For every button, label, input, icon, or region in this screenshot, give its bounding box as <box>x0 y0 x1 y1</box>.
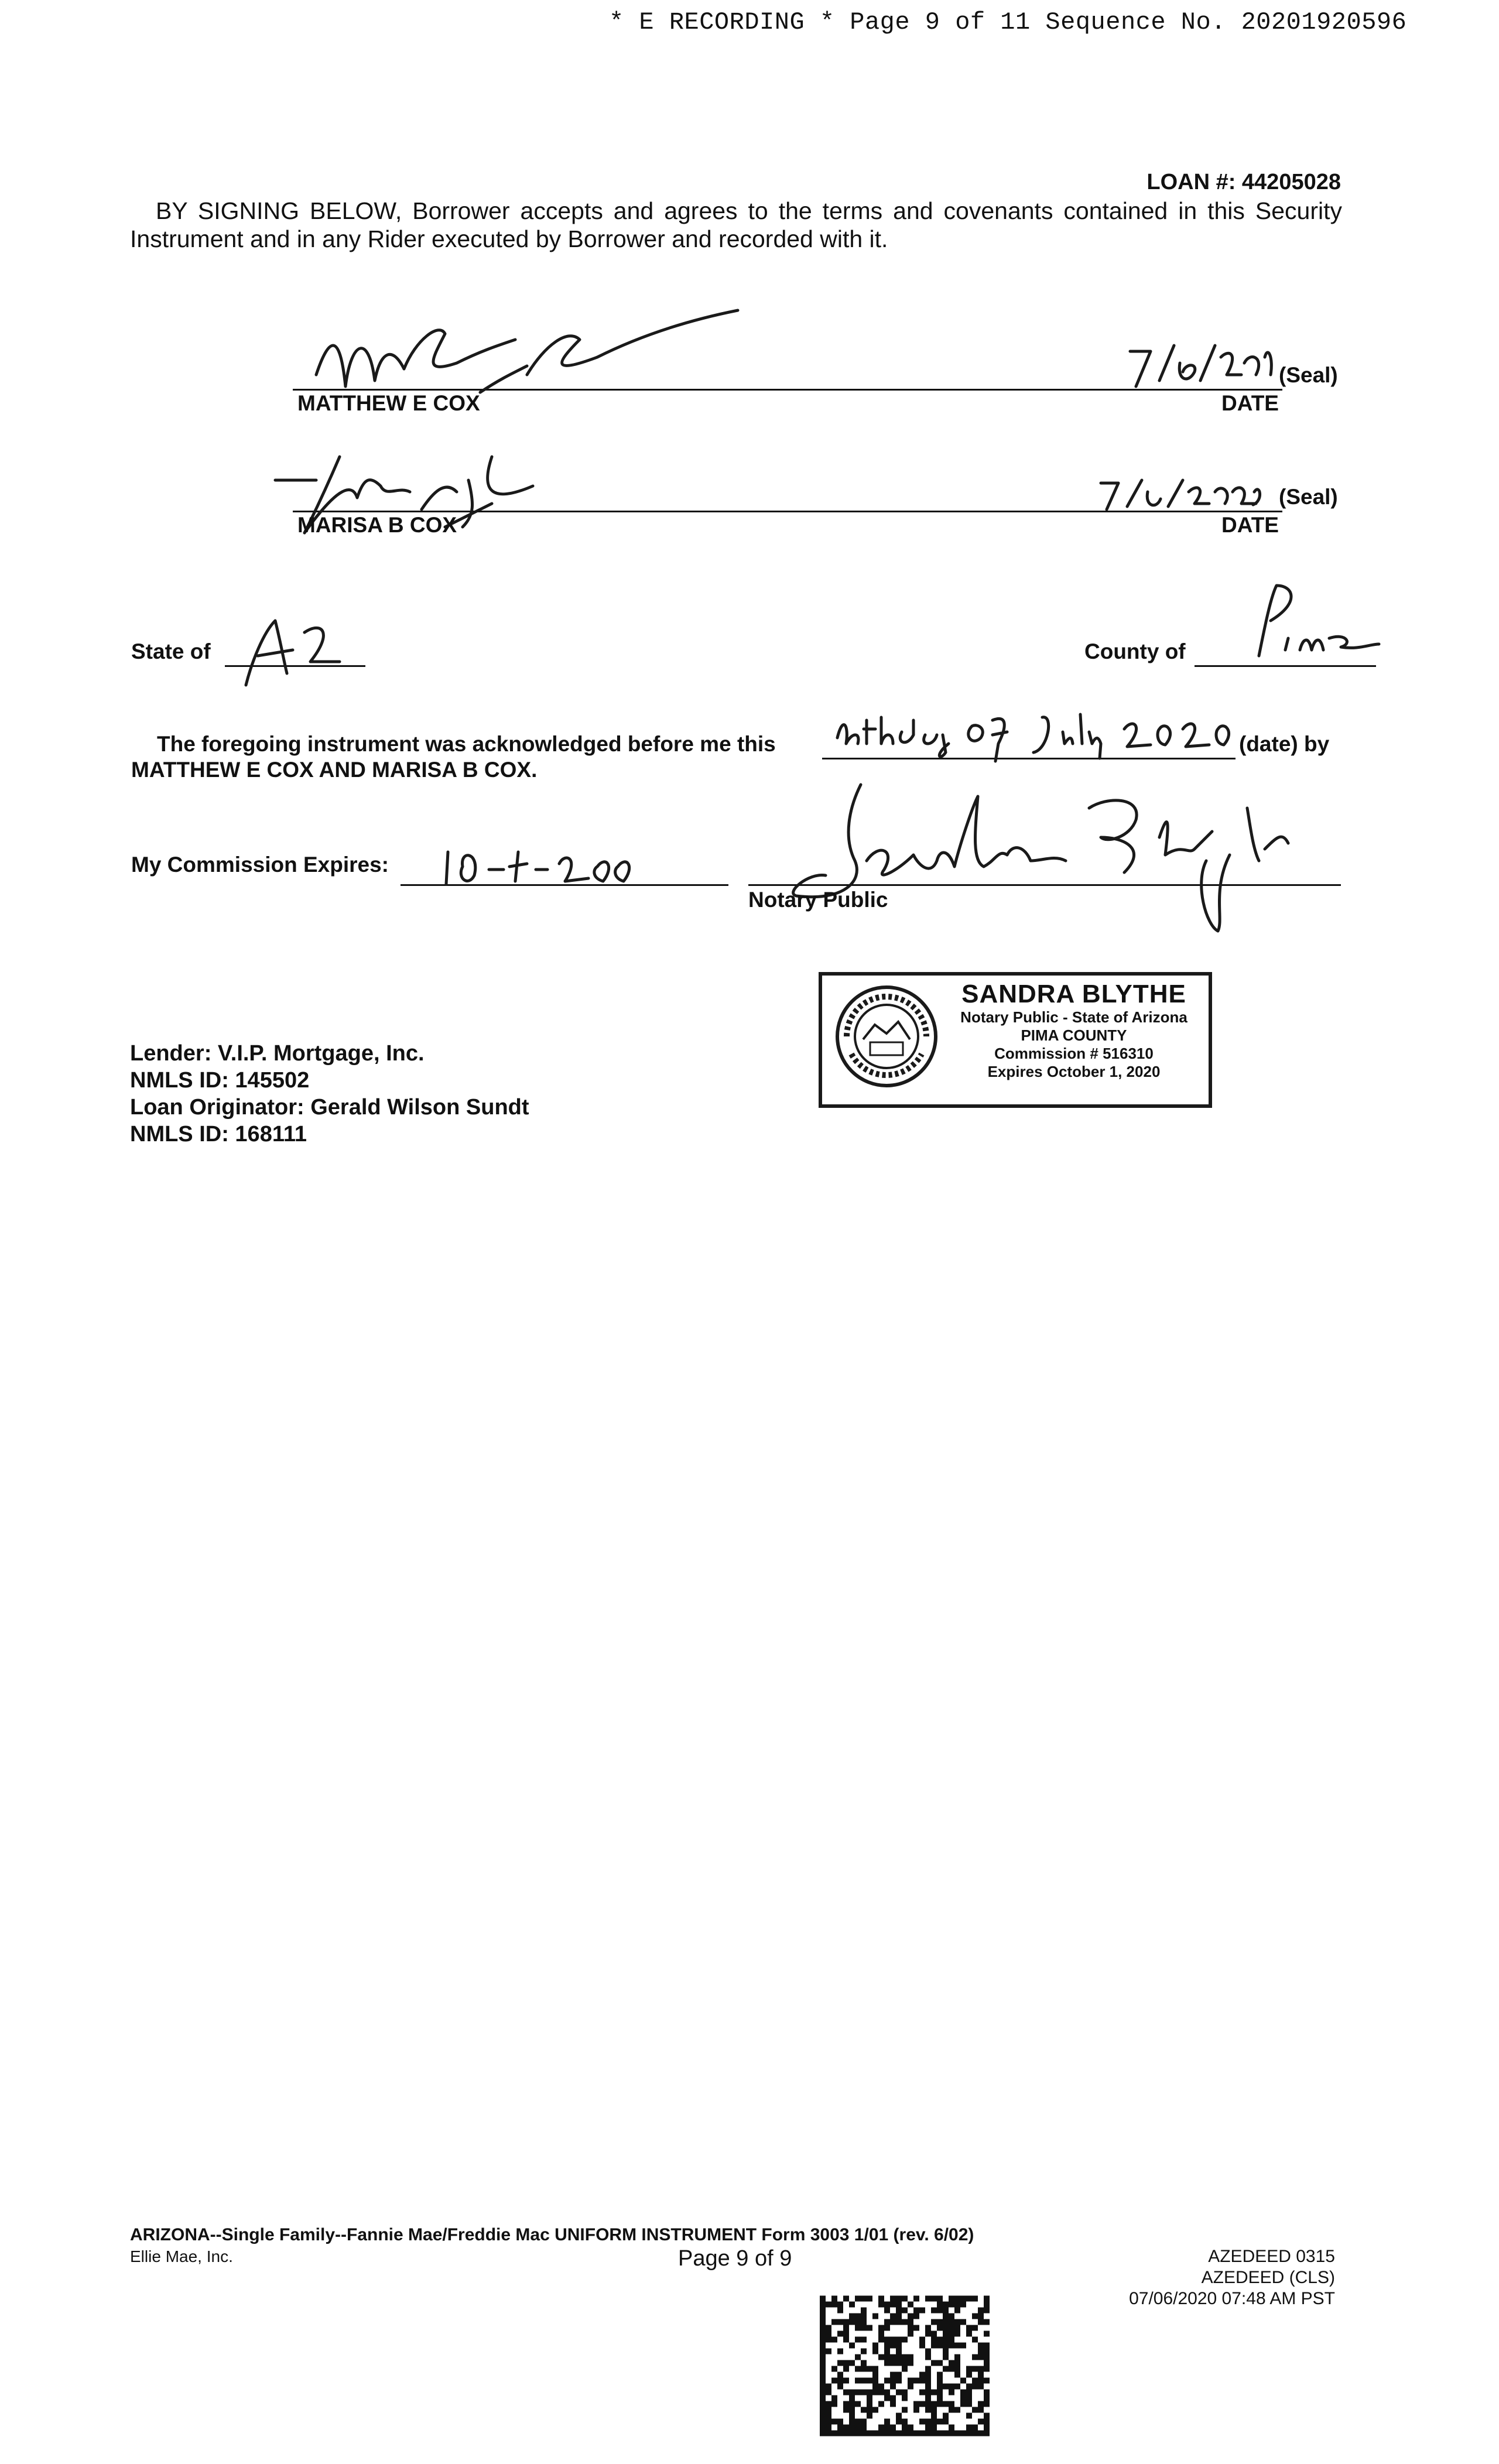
handwritten-date-1 <box>1124 340 1276 392</box>
notary-stamp <box>819 972 1212 1108</box>
handwritten-date-2 <box>1095 474 1265 515</box>
form-footer: ARIZONA--Single Family--Fannie Mae/Freddie Mac UNIFORM INSTRUMENT Form 3003 1/01 (rev. 6/02) <box>130 2225 974 2244</box>
stamp-notary-name: SANDRA BLYTHE <box>961 980 1186 1008</box>
page-number: Page 9 of 9 <box>678 2246 792 2271</box>
date-label-2: DATE <box>1221 513 1279 537</box>
doc-code-block <box>1129 2246 1335 2309</box>
stamp-line-3: Commission # 516310 <box>994 1045 1154 1062</box>
stamp-line-2: PIMA COUNTY <box>1021 1026 1127 1044</box>
seal-label-1: (Seal) <box>1279 363 1338 387</box>
originator-nmls: NMLS ID: 168111 <box>130 1122 307 1147</box>
commission-label: My Commission Expires: <box>131 853 389 877</box>
loan-originator: Loan Originator: Gerald Wilson Sundt <box>130 1095 529 1120</box>
seal-label-2: (Seal) <box>1279 485 1338 509</box>
date-label-1: DATE <box>1221 391 1279 415</box>
ack-text-after: (date) by <box>1239 732 1330 756</box>
recording-header: * E RECORDING * Page 9 of 11 Sequence No. 20201920596 <box>609 8 1407 36</box>
signature-notary <box>761 773 1347 949</box>
state-label: State of <box>131 639 211 663</box>
doc-code-1: AZEDEED 0315 <box>1208 2247 1335 2266</box>
loan-number: LOAN #: 44205028 <box>1147 170 1341 194</box>
handwritten-commission-date <box>439 843 638 890</box>
signing-statement: BY SIGNING BELOW, Borrower accepts and agrees to the terms and covenants contained in this Security Instrument and in any Rider executed by Borrower and recorded with it. <box>130 197 1342 252</box>
handwritten-ack-date <box>831 703 1241 767</box>
notary-label: Notary Public <box>748 888 888 912</box>
barcode-icon <box>820 2294 990 2438</box>
county-label: County of <box>1084 639 1186 663</box>
signer-name-1: MATTHEW E COX <box>297 391 480 415</box>
ack-text-before: The foregoing instrument was acknowledged before me this <box>157 732 776 756</box>
handwritten-state <box>228 609 345 691</box>
lender-nmls: NMLS ID: 145502 <box>130 1068 310 1093</box>
stamp-line-1: Notary Public - State of Arizona <box>960 1008 1187 1026</box>
vendor-footer: Ellie Mae, Inc. <box>130 2247 233 2265</box>
stamp-line-4: Expires October 1, 2020 <box>987 1063 1161 1080</box>
signer-name-2: MARISA B COX <box>297 513 457 537</box>
ack-names: MATTHEW E COX AND MARISA B COX. <box>131 758 538 782</box>
doc-code-2: AZEDEED (CLS) <box>1201 2268 1335 2287</box>
lender-block <box>130 1040 529 1148</box>
state-seal-icon <box>834 984 939 1089</box>
lender-name: Lender: V.I.P. Mortgage, Inc. <box>130 1041 425 1066</box>
handwritten-county <box>1230 580 1382 668</box>
doc-timestamp: 07/06/2020 07:48 AM PST <box>1129 2289 1335 2308</box>
